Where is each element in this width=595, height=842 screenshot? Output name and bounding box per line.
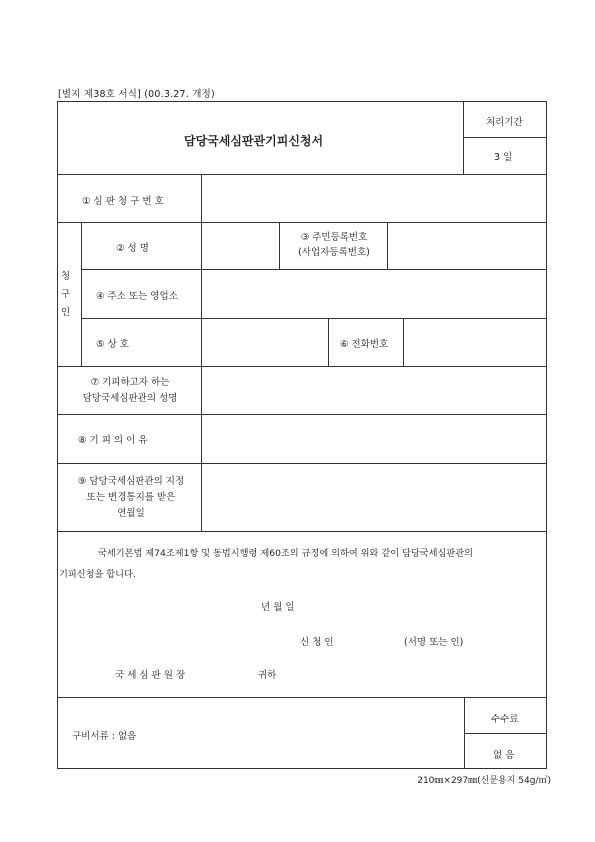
appeal-number-field[interactable] [208,178,542,218]
processing-period-value: 3 일 [494,152,513,163]
name-label: ② 성 명 [116,243,149,254]
appeal-number-label: ① 심 판 청 구 번 호 [82,196,164,207]
statement-line-1: 국세기본법 제74조제1항 및 동법시행령 제60조의 규정에 의하여 위와 같이 담당국세심판관의 [98,548,474,559]
address-field[interactable] [208,273,542,315]
statement-line-2: 기피신청을 합니다. [59,569,136,580]
phone-label: ⑥ 전화번호 [340,339,389,350]
resident-number-label: ③ 주민등록번호 (사업자등록번호) [298,232,370,258]
rejected-official-label: ⑦ 기피하고자 하는 담당국세심판관의 성명 [82,377,178,404]
date-line: 년 월 일 [261,602,295,613]
addressee-label: 국 세 심 판 원 장 [115,670,186,681]
name-field[interactable] [208,226,273,266]
notification-date-label: ⑨ 담당국세심판관의 지정 또는 변경통지를 받은 연월일 [77,476,185,519]
processing-period-label: 처리기간 [486,117,523,128]
signature-label: (서명 또는 인) [404,637,464,648]
rejected-official-field[interactable] [208,370,542,410]
fee-value: 없 음 [493,750,515,761]
honorific-label: 귀하 [258,670,277,681]
phone-field[interactable] [410,322,542,362]
form-title: 담당국세심판관기피신청서 [184,134,324,148]
business-name-label: ⑤ 상 호 [96,339,129,350]
claimant-group-label: 청 구 인 [61,271,71,318]
form-frame [57,101,547,769]
business-name-field[interactable] [208,322,323,362]
form-number: [별지 제38호 서식] (00.3.27. 개정) [58,89,215,100]
applicant-name-field[interactable] [348,630,398,646]
required-documents-label: 구비서류 : 없음 [72,731,137,742]
reason-field[interactable] [208,418,542,459]
fee-label: 수수료 [491,714,519,725]
resident-number-field[interactable] [393,226,543,266]
notification-date-field[interactable] [208,467,542,527]
paper-size-note: 210㎜×297㎜(신문용지 54g/㎡) [417,776,551,786]
reason-label: ⑧ 기 피 의 이 유 [78,435,148,446]
address-label: ④ 주소 또는 영업소 [96,291,178,302]
applicant-label: 신 청 인 [300,637,334,648]
